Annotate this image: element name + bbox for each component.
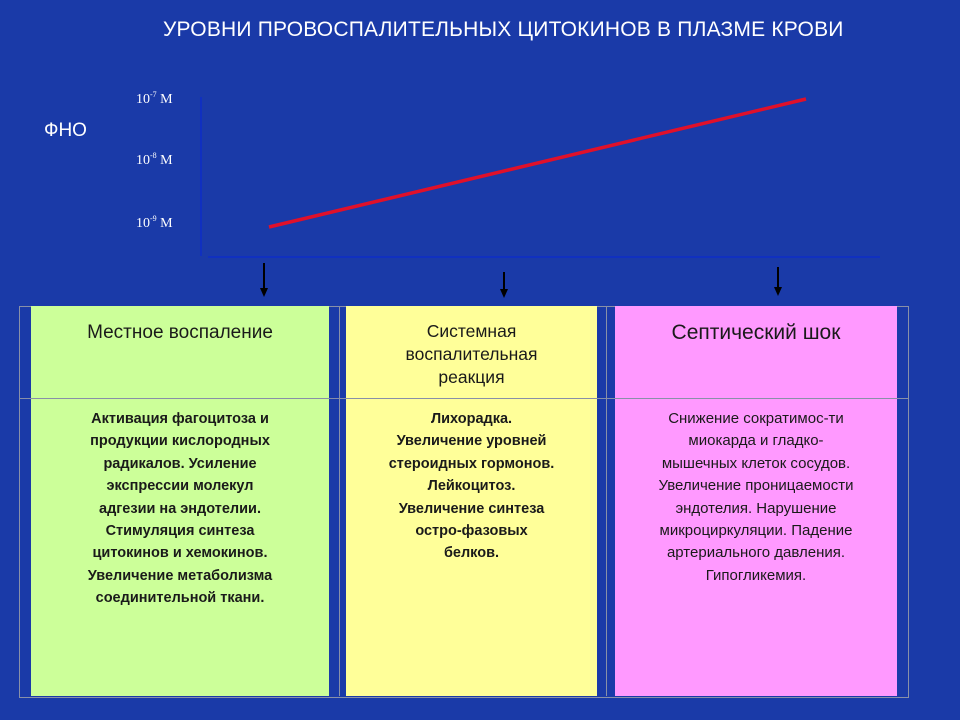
heading-line: Системная — [426, 321, 517, 341]
table-header-divider — [19, 398, 909, 399]
column-systemic-reaction — [346, 306, 597, 696]
tick-exponent: -8 — [150, 151, 157, 160]
tnf-level-chart — [0, 0, 960, 310]
arrow-local — [260, 263, 268, 297]
text-line: стероидных гормонов. — [388, 455, 555, 472]
text-line: Увеличение проницаемости — [658, 477, 854, 495]
tick-base: 10 — [136, 216, 150, 231]
tick-base: 10 — [136, 92, 150, 107]
text-line: соединительной ткани. — [95, 590, 265, 607]
text-line: продукции кислородных — [90, 433, 270, 450]
text-line: миокарда и гладко- — [688, 432, 824, 450]
text-line: Гипогликемия. — [705, 566, 807, 584]
tick-base: 10 — [136, 153, 150, 168]
text-line: Увеличение метаболизма — [87, 567, 273, 584]
text-line: Лихорадка. — [430, 411, 513, 427]
text-line: остро-фазовых — [415, 523, 528, 540]
text-line: эндотелия. Нарушение — [675, 499, 837, 517]
tnf-trend-line — [269, 99, 806, 227]
column-septic-shock — [615, 306, 897, 696]
text-line: артериального давления. — [666, 544, 846, 562]
text-line: Увеличение синтеза — [398, 500, 545, 517]
text-line: белков. — [443, 545, 500, 562]
slide-title: УРОВНИ ПРОВОСПАЛИТЕЛЬНЫХ ЦИТОКИНОВ В ПЛАЗМЕ КРОВИ — [163, 18, 844, 41]
y-axis-label: ФНО — [44, 120, 87, 141]
arrow-systemic — [500, 272, 508, 298]
text-line: цитокинов и хемокинов. — [92, 545, 268, 562]
text-line: радикалов. Усиление — [103, 455, 257, 472]
tick-exponent: -9 — [150, 214, 157, 223]
text-line: Активация фагоцитоза и — [91, 411, 269, 427]
heading-septic-shock: Септический шок — [671, 321, 841, 344]
heading-local-inflammation: Местное воспаление — [87, 322, 273, 343]
tick-unit: M — [156, 153, 173, 168]
tick-unit: M — [156, 216, 173, 231]
text-line: мышечных клеток сосудов. — [661, 454, 851, 472]
text-line: Снижение сократимос-ти — [668, 410, 844, 427]
text-line: Увеличение уровней — [396, 433, 547, 450]
text-line: Стимуляция синтеза — [105, 523, 255, 540]
heading-line: воспалительная — [405, 344, 538, 364]
text-line: Лейкоцитоз. — [427, 478, 516, 495]
tick-unit: M — [156, 92, 173, 107]
text-line: экспрессии молекул — [106, 478, 254, 495]
local-inflammation-text — [31, 408, 329, 610]
heading-line: реакция — [438, 367, 505, 387]
tick-exponent: -7 — [150, 90, 157, 99]
arrow-septic — [774, 267, 782, 296]
text-line: адгезии на эндотелии. — [99, 500, 261, 517]
column-local-inflammation — [31, 306, 329, 696]
systemic-reaction-text — [346, 408, 597, 565]
column-divider — [606, 306, 607, 696]
septic-shock-text — [615, 408, 897, 587]
heading-systemic-reaction — [346, 320, 597, 389]
column-divider — [339, 306, 340, 696]
text-line: микроциркуляции. Падение — [659, 522, 853, 540]
